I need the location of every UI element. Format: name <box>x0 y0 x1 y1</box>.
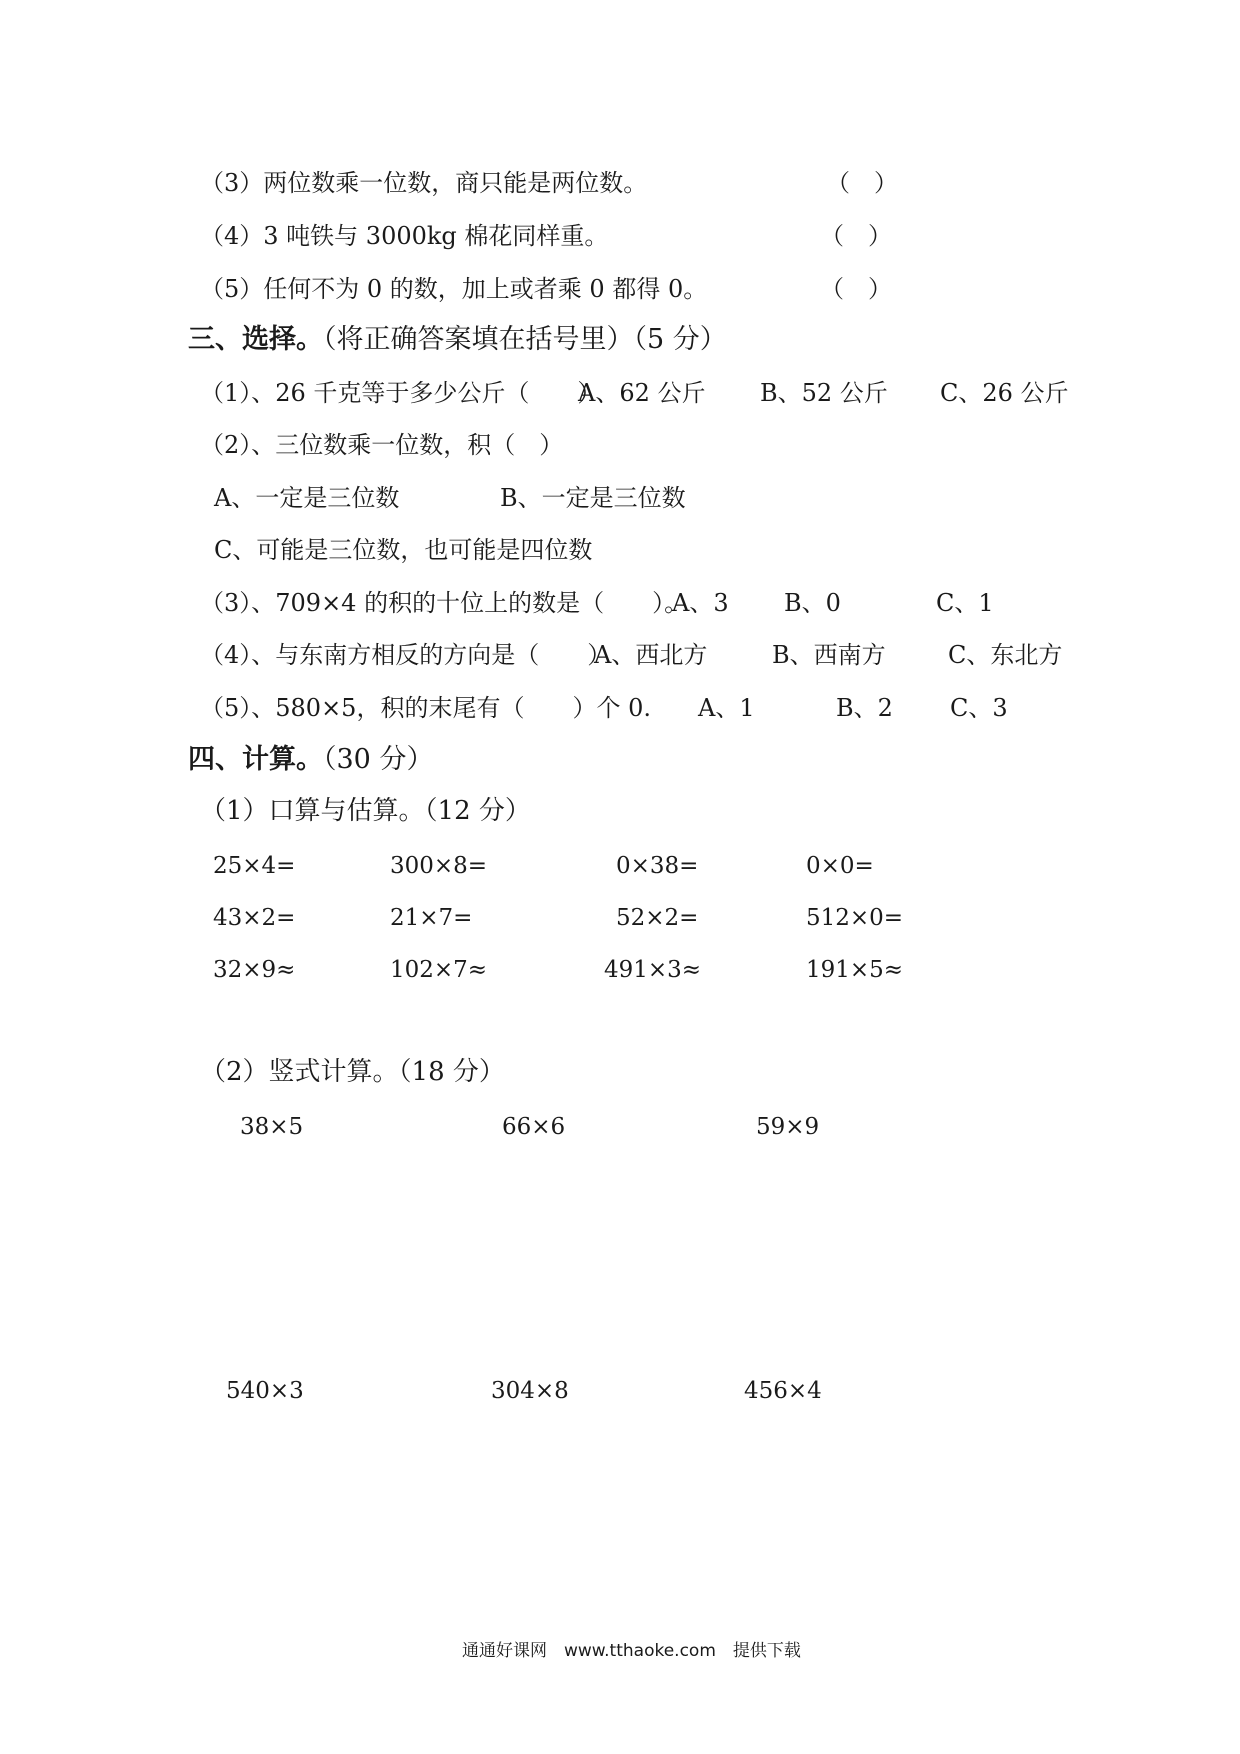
vertical-item: 38×5 <box>240 1114 304 1140</box>
vertical-item: 540×3 <box>226 1378 304 1404</box>
section-note: （将正确答案填在括号里）（5 分） <box>323 324 727 355</box>
choice-q2-option-b: B、一定是三位数 <box>500 484 686 512</box>
oral-item: 21×7= <box>390 905 473 931</box>
choice-q4-stem: （4）、与东南方相反的方向是（ ） <box>200 641 612 669</box>
oral-item: 300×8= <box>390 853 488 879</box>
oral-item: 512×0= <box>806 905 904 931</box>
choice-q1-option-b: B、52 公斤 <box>760 379 888 407</box>
choice-q3-option-a: A、3 <box>672 589 729 617</box>
section-heading-calc <box>188 744 433 776</box>
oral-item: 0×0= <box>806 853 874 879</box>
choice-q4-option-b: B、西南方 <box>772 641 886 669</box>
choice-q2-stem: （2）、三位数乘一位数，积（ ） <box>200 431 564 459</box>
oral-item: 32×9≈ <box>213 957 296 983</box>
oral-item: 491×3≈ <box>604 957 702 983</box>
oral-item: 25×4= <box>213 853 296 879</box>
choice-q1-option-c: C、26 公斤 <box>940 379 1069 407</box>
choice-q5-stem: （5）、580×5，积的末尾有（ ）个 0. <box>200 694 651 722</box>
choice-q3-option-b: B、0 <box>784 589 841 617</box>
choice-q1-stem: （1）、26 千克等于多少公斤（ ） <box>200 379 602 407</box>
section-heading-choice <box>188 324 727 356</box>
answer-paren[interactable]: （ ） <box>820 275 892 303</box>
vertical-item: 66×6 <box>502 1114 566 1140</box>
oral-item: 102×7≈ <box>390 957 488 983</box>
choice-q5-option-a: A、1 <box>698 694 755 722</box>
oral-item: 52×2= <box>616 905 699 931</box>
section-title: 四、计算。 <box>188 744 323 775</box>
vertical-item: 456×4 <box>744 1378 822 1404</box>
oral-item: 191×5≈ <box>806 957 904 983</box>
vertical-item: 304×8 <box>491 1378 569 1404</box>
vertical-item: 59×9 <box>756 1114 820 1140</box>
oral-item: 0×38= <box>616 853 699 879</box>
vertical-calc-title: （2）竖式计算。（18 分） <box>200 1057 505 1087</box>
choice-q2-option-a: A、一定是三位数 <box>214 484 400 512</box>
judge-item-4: （4）3 吨铁与 3000kg 棉花同样重。 <box>200 222 609 250</box>
choice-q4-option-c: C、东北方 <box>948 641 1063 669</box>
choice-q5-option-c: C、3 <box>950 694 1008 722</box>
choice-q3-stem: （3）、709×4 的积的十位上的数是（ ）。 <box>200 589 689 617</box>
answer-paren[interactable]: （ ） <box>820 222 892 250</box>
judge-item-3: （3）两位数乘一位数，商只能是两位数。 <box>200 169 648 197</box>
choice-q5-option-b: B、2 <box>836 694 893 722</box>
oral-calc-title: （1）口算与估算。（12 分） <box>200 796 531 826</box>
choice-q4-option-a: A、西北方 <box>594 641 708 669</box>
choice-q2-option-c: C、可能是三位数，也可能是四位数 <box>214 536 593 564</box>
answer-paren[interactable]: （ ） <box>826 169 898 197</box>
section-note: （30 分） <box>323 744 434 775</box>
judge-item-5: （5）任何不为 0 的数，加上或者乘 0 都得 0。 <box>200 275 708 303</box>
section-title: 三、选择。 <box>188 324 323 355</box>
choice-q1-option-a: A、62 公斤 <box>578 379 706 407</box>
footer-text: 通通好课网 www.tthaoke.com 提供下载 <box>462 1641 801 1661</box>
choice-q3-option-c: C、1 <box>936 589 994 617</box>
oral-item: 43×2= <box>213 905 296 931</box>
